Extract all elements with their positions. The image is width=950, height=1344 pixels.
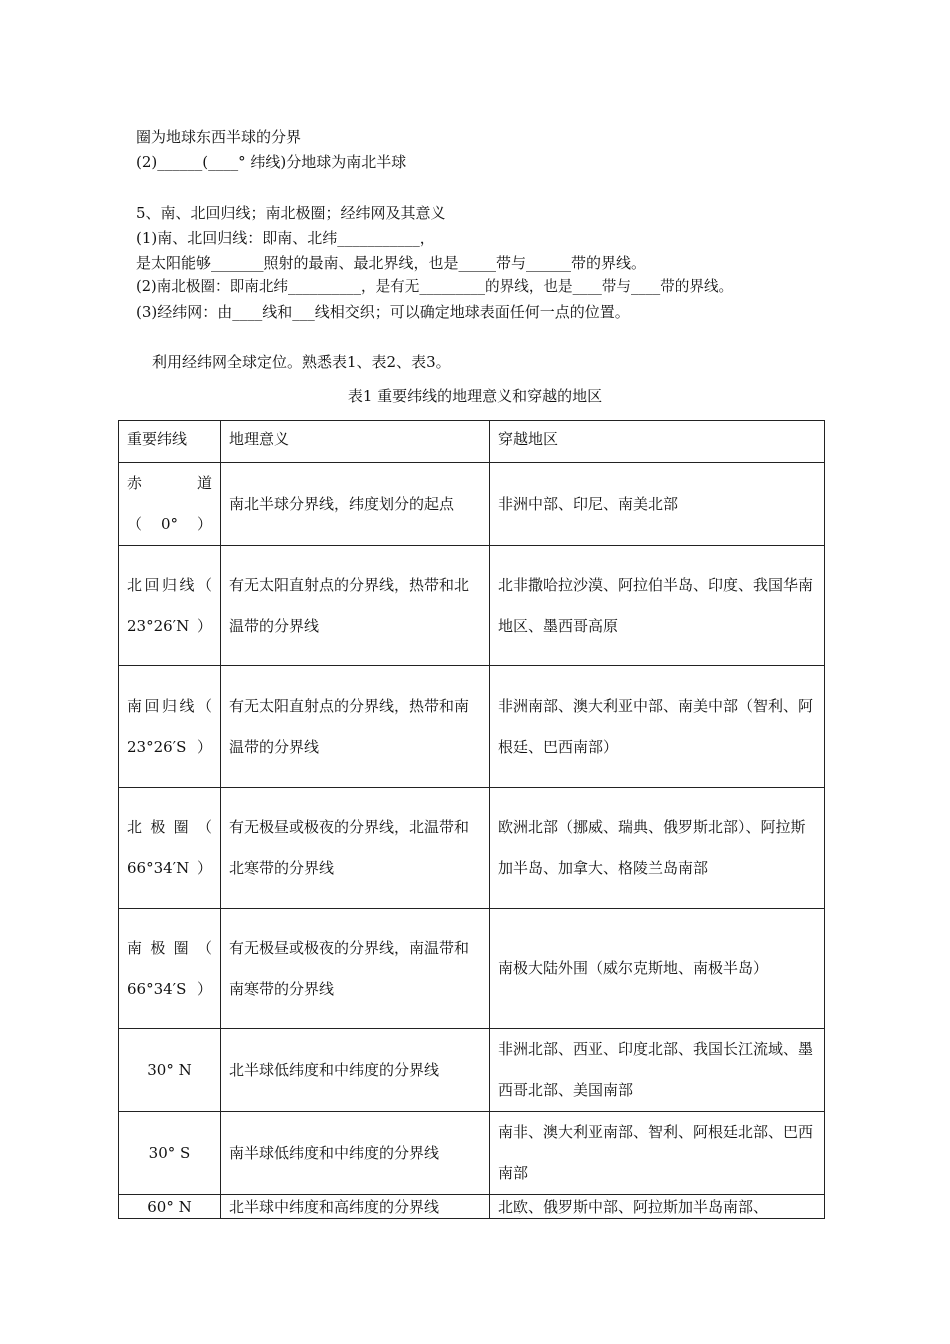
- section-5-item-2: (2)南北极圈：即南北纬__________，是有无_________的界线，也是____带与____带的界线。: [136, 278, 734, 295]
- section-5-item-1b: 是太阳能够_______照射的最南、最北界线，也是_____带与______带的界线。: [136, 254, 647, 272]
- table-header-row: [119, 421, 825, 463]
- table-row: [119, 1112, 825, 1195]
- regions-cell: 北欧、俄罗斯中部、阿拉斯加半岛南部、: [490, 1195, 825, 1219]
- meaning-cell: 南北半球分界线，纬度划分的起点: [221, 463, 490, 546]
- meaning-cell: 有无极昼或极夜的分界线，北温带和北寒带的分界线: [221, 788, 490, 909]
- table-row: [119, 546, 825, 666]
- latitude-cell: 北回归线（ 23°26′N）: [119, 546, 221, 666]
- regions-cell: 非洲中部、印尼、南美北部: [490, 463, 825, 546]
- latitude-cell: 南极圈（ 66°34′S）: [119, 909, 221, 1029]
- table-caption: 表1 重要纬线的地理意义和穿越的地区: [347, 387, 603, 405]
- regions-cell: 南非、澳大利亚南部、智利、阿根廷北部、巴西南部: [490, 1112, 825, 1195]
- meaning-cell: 北半球中纬度和高纬度的分界线: [221, 1195, 490, 1219]
- latitude-table: [118, 420, 825, 1219]
- regions-cell: 北非撒哈拉沙漠、阿拉伯半岛、印度、我国华南地区、墨西哥高原: [490, 546, 825, 666]
- latitude-cell: 30° N: [119, 1029, 221, 1112]
- latitude-cell: 30° S: [119, 1112, 221, 1195]
- section-5-item-1a: (1)南、北回归线：即南、北纬___________，: [136, 229, 435, 247]
- usage-note: 利用经纬网全球定位。熟悉表1、表2、表3。: [152, 353, 451, 371]
- latitude-cell: 赤 道（0°）: [119, 463, 221, 546]
- header-regions: 穿越地区: [490, 421, 825, 463]
- regions-cell: 非洲北部、西亚、印度北部、我国长江流域、墨西哥北部、美国南部: [490, 1029, 825, 1112]
- latitude-cell: 南回归线（ 23°26′S）: [119, 666, 221, 788]
- meaning-cell: 有无太阳直射点的分界线，热带和南温带的分界线: [221, 666, 490, 788]
- regions-cell: 非洲南部、澳大利亚中部、南美中部（智利、阿根廷、巴西南部）: [490, 666, 825, 788]
- intro-line-2: (2)______(____° 纬线)分地球为南北半球: [136, 153, 407, 171]
- regions-cell: 南极大陆外围（威尔克斯地、南极半岛）: [490, 909, 825, 1029]
- table-row: [119, 909, 825, 1029]
- meaning-cell: 南半球低纬度和中纬度的分界线: [221, 1112, 490, 1195]
- meaning-cell: 北半球低纬度和中纬度的分界线: [221, 1029, 490, 1112]
- header-meaning: 地理意义: [221, 421, 490, 463]
- header-latitude: 重要纬线: [119, 421, 221, 463]
- meaning-cell: 有无太阳直射点的分界线，热带和北温带的分界线: [221, 546, 490, 666]
- section-5-title: 5、南、北回归线；南北极圈；经纬网及其意义: [136, 204, 446, 222]
- table-row: [119, 788, 825, 909]
- latitude-cell: 北极圈（ 66°34′N）: [119, 788, 221, 909]
- table-row: [119, 666, 825, 788]
- regions-cell: 欧洲北部（挪威、瑞典、俄罗斯北部）、阿拉斯加半岛、加拿大、格陵兰岛南部: [490, 788, 825, 909]
- intro-line-1: 圈为地球东西半球的分界: [136, 128, 302, 146]
- table-row: [119, 1029, 825, 1112]
- latitude-cell: 60° N: [119, 1195, 221, 1219]
- table-row: [119, 1195, 825, 1219]
- section-5-item-3: (3)经纬网：由____线和___线相交织；可以确定地球表面任何一点的位置。: [136, 303, 630, 321]
- table-row: [119, 463, 825, 546]
- meaning-cell: 有无极昼或极夜的分界线，南温带和南寒带的分界线: [221, 909, 490, 1029]
